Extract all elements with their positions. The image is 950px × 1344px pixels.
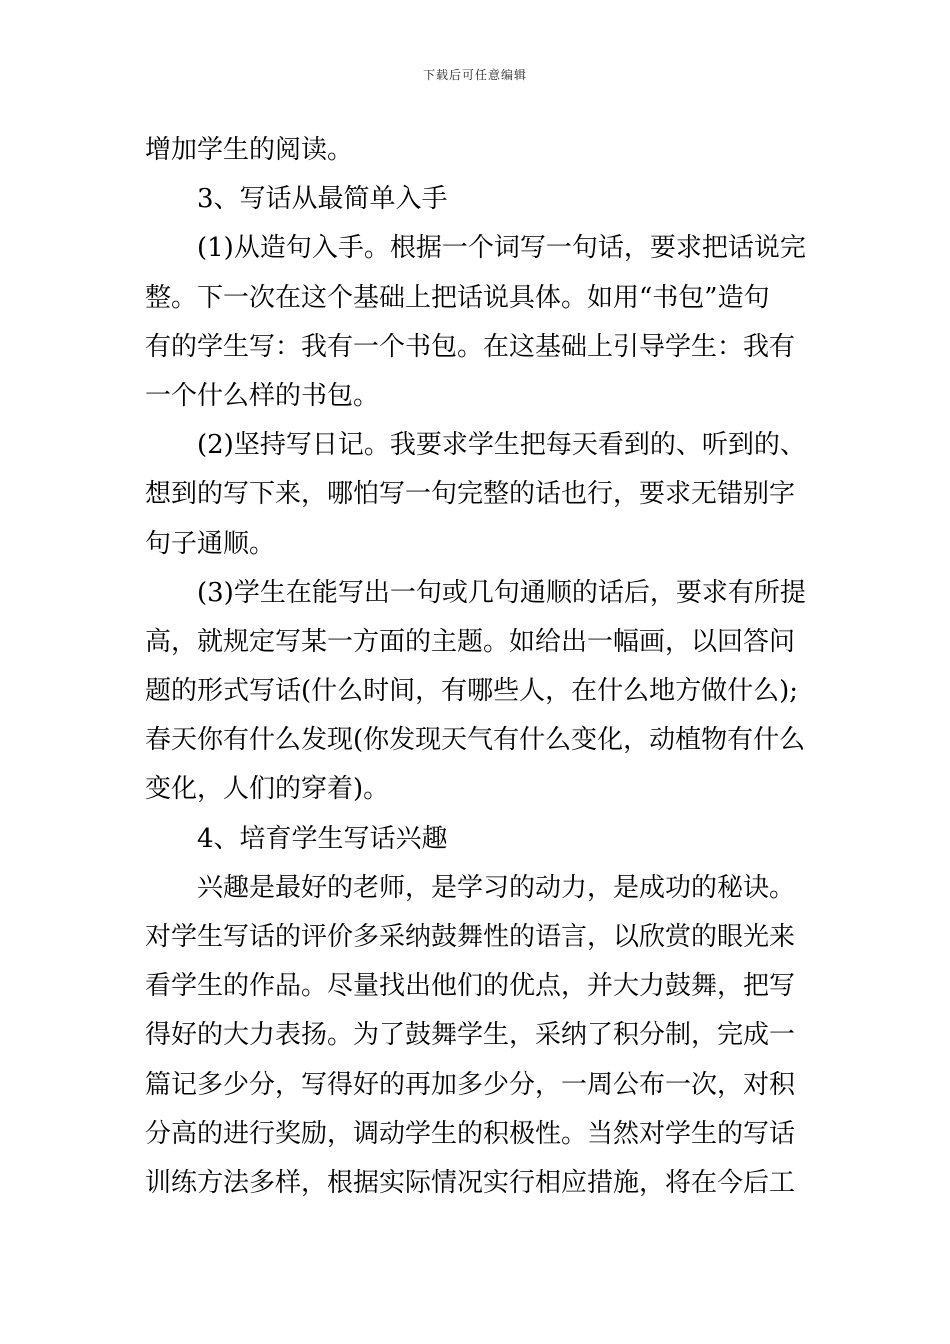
- text-line: 训练方法多样，根据实际情况实行相应措施，将在今后工: [145, 1167, 796, 1198]
- text-line: (2)坚持写日记。我要求学生把每天看到的、听到的、: [197, 430, 806, 461]
- text-line: 对学生写话的评价多采纳鼓舞性的语言，以欣赏的眼光来: [145, 922, 796, 952]
- text-line: 增加学生的阅读。: [145, 135, 354, 165]
- text-line: 看学生的作品。尽量找出他们的优点，并大力鼓舞，把写: [145, 971, 796, 1002]
- section-heading-3: 3、写话从最简单入手: [197, 184, 448, 215]
- text-line: 一个什么样的书包。: [145, 380, 380, 411]
- text-line: (1)从造句入手。根据一个词写一句话，要求把话说完: [197, 233, 806, 264]
- text-line: 得好的大力表扬。为了鼓舞学生，采纳了积分制，完成一: [145, 1020, 796, 1051]
- text-line: 篇记多少分，写得好的再加多少分，一周公布一次，对积: [145, 1069, 796, 1100]
- text-line: 高，就规定写某一方面的主题。如给出一幅画，以回答问: [145, 626, 796, 657]
- text-line: 变化，人们的穿着)。: [145, 774, 390, 805]
- text-line: 分高的进行奖励，调动学生的积极性。当然对学生的写话: [145, 1118, 796, 1149]
- text-line: 春天你有什么发现(你发现天气有什么变化，动植物有什么: [145, 725, 806, 756]
- text-line: 想到的写下来，哪怕写一句完整的话也行，要求无错别字: [145, 479, 796, 510]
- text-line: 整。下一次在这个基础上把话说具体。如用“书包”造句: [145, 282, 770, 313]
- text-line: 句子通顺。: [145, 528, 276, 559]
- text-line: (3)学生在能写出一句或几句通顺的话后，要求有所提: [197, 577, 806, 608]
- section-heading-4: 4、培育学生写话兴趣: [197, 823, 448, 854]
- text-line: 兴趣是最好的老师，是学习的动力，是成功的秘诀。: [197, 872, 796, 903]
- document-body: [145, 126, 807, 1208]
- text-line: 题的形式写话(什么时间，有哪些人，在什么地方做什么);: [145, 676, 799, 707]
- text-line: 有的学生写：我有一个书包。在这基础上引导学生：我有: [145, 331, 796, 362]
- page-header-note: 下载后可任意编辑: [422, 68, 527, 82]
